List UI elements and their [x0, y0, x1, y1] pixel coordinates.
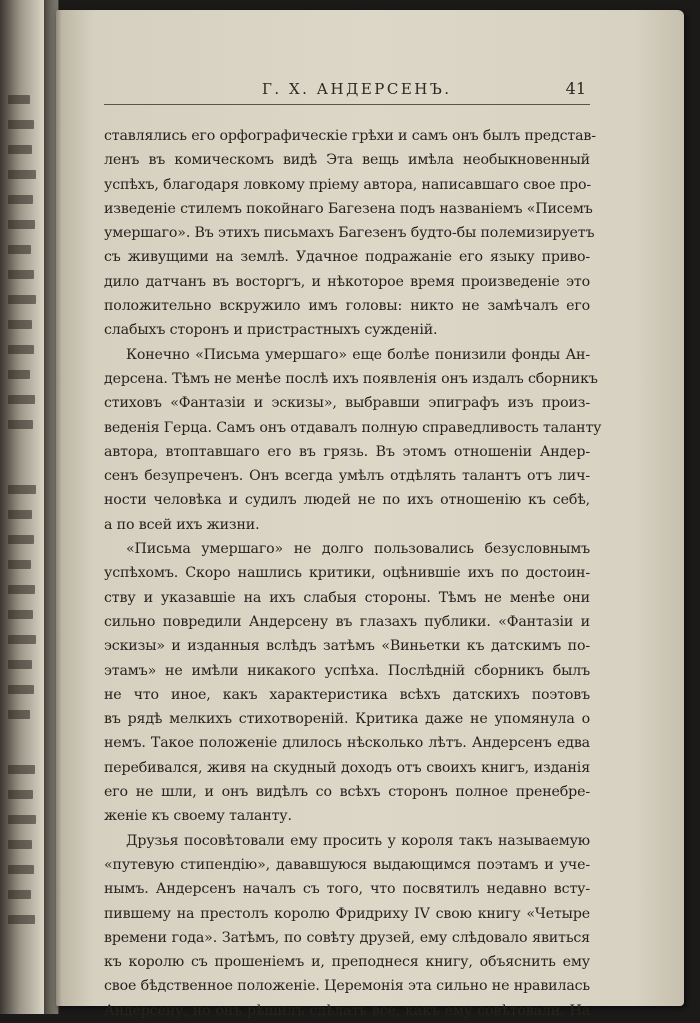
text-line: къ королю съ прошеніемъ и, преподнеся книгу, объяснить ему — [104, 954, 590, 971]
facing-page-text-fragment — [8, 120, 34, 129]
facing-page-text-fragment — [8, 170, 36, 179]
text-line: слабыхъ сторонъ и пристрастныхъ сужденій. — [104, 322, 438, 339]
text-line: эскизы» и изданныя вслѣдъ затѣмъ «Виньетки къ датскимъ по- — [104, 638, 590, 655]
text-line: женіе къ своему таланту. — [104, 808, 292, 825]
facing-page-text-fragment — [8, 815, 36, 824]
text-line: времени года». Затѣмъ, по совѣту друзей, ему слѣдовало явиться — [104, 929, 590, 946]
facing-page-text-fragment — [8, 270, 34, 279]
facing-page-text-fragment — [8, 195, 33, 204]
text-line: дерсена. Тѣмъ не менѣе послѣ ихъ появленія онъ издалъ сборникъ — [104, 370, 598, 387]
body-text — [104, 124, 602, 1023]
text-line: стиховъ «Фантазіи и эскизы», выбравши эпиграфъ изъ произ- — [104, 395, 590, 412]
facing-page-text-fragment — [8, 510, 32, 519]
facing-page-text-fragment — [8, 145, 32, 154]
facing-page-text-fragment — [8, 685, 34, 694]
facing-page-text-fragment — [8, 765, 35, 774]
text-line: ставлялись его орфографическіе грѣхи и самъ онъ былъ представ- — [104, 128, 596, 144]
text-line: автора, втоптавшаго его въ грязь. Въ этомъ отношеніи Андер- — [104, 443, 590, 460]
text-line: ству и указавшіе на ихъ слабыя стороны. Тѣмъ не менѣе они — [104, 589, 590, 606]
text-line: не что иное, какъ характеристика всѣхъ датскихъ поэтовъ — [104, 686, 590, 703]
text-line: дило датчанъ въ восторгъ, и нѣкоторое время произведеніе это — [104, 273, 590, 290]
facing-page-text-fragment — [8, 420, 33, 429]
facing-page-text-fragment — [8, 245, 31, 254]
text-line: перебивался, живя на скудный доходъ отъ своихъ книгъ, изданія — [104, 759, 590, 776]
text-line: ности человѣка и судилъ людей не по ихъ отношенію къ себѣ, — [104, 492, 590, 509]
facing-page-text-fragment — [8, 585, 35, 594]
facing-page-text-fragment — [8, 840, 32, 849]
facing-page-text-fragment — [8, 345, 34, 354]
text-line: успѣхомъ. Скоро нашлись критики, оцѣнившіе ихъ по достоин- — [104, 565, 590, 582]
facing-page-text-fragment — [8, 395, 35, 404]
text-line: сильно повредили Андерсену въ глазахъ публики. «Фантазіи и — [104, 613, 590, 630]
text-line: немъ. Такое положеніе длилось нѣсколько лѣтъ. Андерсенъ едва — [104, 735, 590, 752]
facing-page-text-fragment — [8, 915, 35, 924]
facing-page-text-fragment — [8, 485, 36, 494]
text-line: этамъ» не имѣли никакого успѣха. Послѣдній сборникъ былъ — [104, 662, 590, 679]
text-line: его не шли, и онъ видѣлъ со всѣхъ сторонъ полное пренебре- — [104, 784, 590, 801]
text-line: изведеніе стилемъ покойнаго Багезена подъ названіемъ «Писемъ — [104, 200, 593, 217]
facing-page-text-fragment — [8, 95, 30, 104]
text-line: Конечно «Письма умершаго» еще болѣе понизили фонды Ан- — [126, 346, 590, 363]
text-line: съ живущими на землѣ. Удачное подражаніе его языку приво- — [104, 249, 590, 266]
binding-shadow — [44, 0, 62, 1014]
facing-page-text-fragment — [8, 710, 30, 719]
page-number: 41 — [565, 79, 586, 98]
facing-page-text-fragment — [8, 660, 32, 669]
text-line: нымъ. Андерсенъ началъ съ того, что посвятилъ недавно всту- — [104, 881, 590, 898]
text-line: пившему на престолъ королю Фридриху IV свою книгу «Четыре — [104, 905, 590, 922]
running-title: Г. Х. АНДЕРСЕНЪ. — [262, 80, 452, 98]
text-line: успѣхъ, благодаря ловкому пріему автора, написавшаго свое про- — [104, 176, 591, 193]
text-line: Друзья посовѣтовали ему просить у короля такъ называемую — [126, 832, 590, 849]
text-line: ленъ въ комическомъ видѣ Эта вещь имѣла необыкновенный — [104, 152, 590, 169]
text-line: Андерсену, но онъ рѣшилъ сдѣлать все, какъ ему совѣтовали. На — [104, 1002, 590, 1019]
facing-page-text-fragment — [8, 295, 36, 304]
facing-page-text-fragment — [8, 560, 31, 569]
facing-page-text-fragment — [8, 865, 34, 874]
text-line: сенъ безупреченъ. Онъ всегда умѣлъ отдѣлять талантъ отъ лич- — [104, 468, 590, 485]
facing-page-text-fragment — [8, 890, 31, 899]
facing-page-text-fragment — [8, 610, 33, 619]
text-line: свое бѣдственное положеніе. Церемонія эта сильно не нравилась — [104, 978, 590, 995]
text-line: въ рядѣ мелкихъ стихотвореній. Критика даже не упомянула о — [104, 711, 590, 728]
facing-page-text-fragment — [8, 790, 33, 799]
text-line: «путевую стипендію», дававшуюся выдающимся поэтамъ и уче- — [104, 856, 590, 873]
text-line: веденія Герца. Самъ онъ отдавалъ полную справедливость таланту — [104, 419, 602, 436]
facing-page-text-fragment — [8, 635, 36, 644]
running-head — [104, 78, 590, 105]
text-line: «Письма умершаго» не долго пользовались безусловнымъ — [126, 541, 590, 558]
facing-page-text-fragment — [8, 220, 35, 229]
facing-page-text-fragment — [8, 370, 30, 379]
text-line: а по всей ихъ жизни. — [104, 516, 260, 533]
text-line: положительно вскружило имъ головы: никто не замѣчалъ его — [104, 298, 590, 315]
facing-page-text-fragment — [8, 535, 34, 544]
text-line: умершаго». Въ этихъ письмахъ Багезенъ будто-бы полемизируетъ — [104, 225, 595, 242]
facing-page-text-fragment — [8, 320, 32, 329]
